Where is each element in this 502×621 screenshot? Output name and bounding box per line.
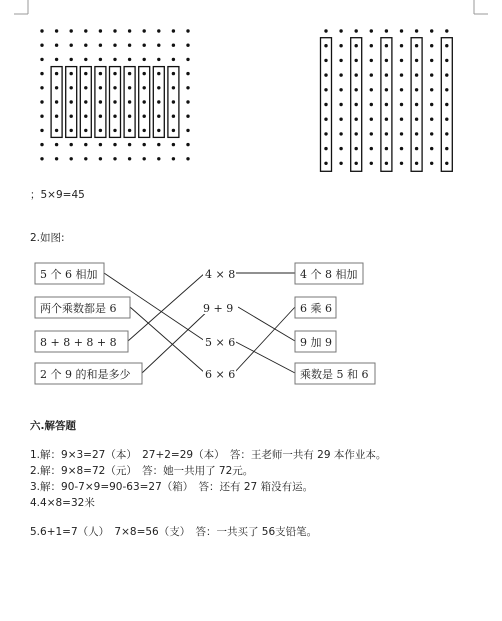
left-item-3: 8 + 8 + 8 + 8	[40, 336, 117, 349]
line-mid2-right3	[238, 307, 295, 341]
right-item-4: 乘数是 5 和 6	[300, 368, 369, 381]
middle-item-1: 4 × 8	[205, 268, 236, 281]
middle-item-2: 9 + 9	[203, 302, 234, 315]
solution-3: 3.解：90-7×9=90-63=27（箱） 答：还有 27 箱没有运。	[30, 481, 314, 493]
question-2-label: 2.如图:	[30, 232, 65, 244]
line-mid3-right4	[234, 341, 295, 373]
section-6-title: 六.解答题	[30, 420, 76, 432]
right-item-2: 6 乘 6	[300, 302, 332, 315]
line-mid4-right2	[234, 307, 295, 373]
left-item-1: 5 个 6 相加	[40, 268, 98, 281]
line-left3-mid1	[128, 273, 205, 341]
left-item-4: 2 个 9 的和是多少	[40, 368, 131, 381]
solution-1: 1.解：9×3=27（本） 27+2=29（本） 答：王老师一共有 29 本作业本。	[30, 449, 387, 461]
line-left4-mid2	[142, 307, 212, 373]
solution-4: 4.4×8=32米	[30, 497, 95, 509]
right-item-1: 4 个 8 相加	[300, 268, 358, 281]
right-item-3: 9 加 9	[300, 336, 332, 349]
left-item-2: 两个乘数都是 6	[40, 302, 117, 315]
middle-item-4: 6 × 6	[205, 368, 236, 381]
solution-5: 5.6+1=7（人） 7×8=56（支） 答：一共买了 56支铅笔。	[30, 526, 318, 538]
answer-5-text: ；5×9=45	[30, 189, 85, 201]
solution-2: 2.解：9×8=72（元） 答：她一共用了 72元。	[30, 465, 254, 477]
middle-item-3: 5 × 6	[205, 336, 236, 349]
